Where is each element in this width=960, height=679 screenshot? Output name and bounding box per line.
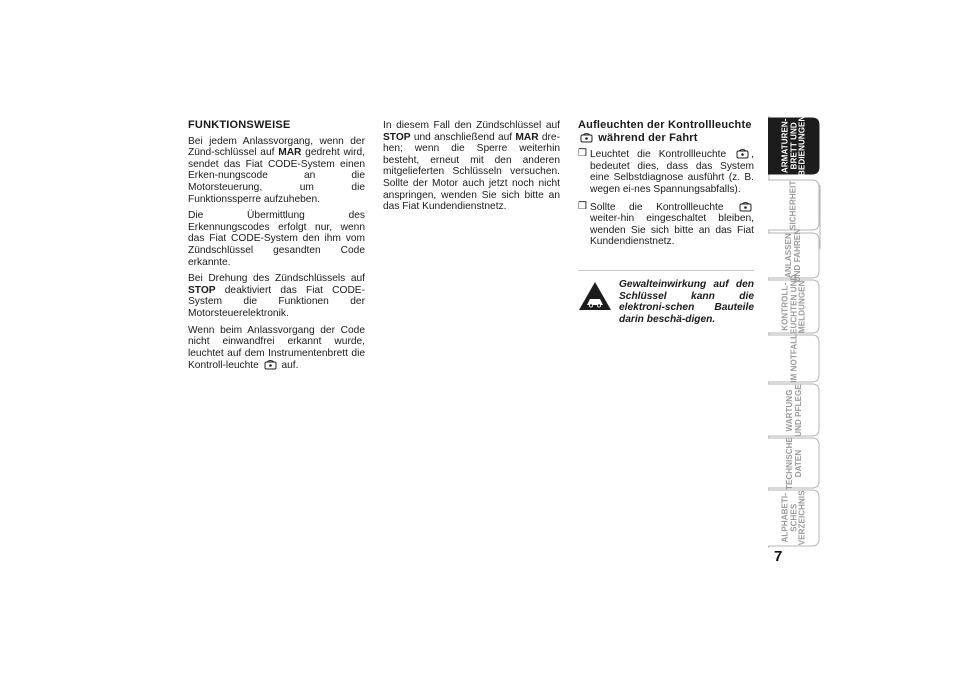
paragraph: Wenn beim Anlassvorgang der Code nicht einwandfrei erkannt wurde, leuchtet auf dem Instrumentenbrett die Kontroll-leuchte auf. bbox=[188, 324, 365, 372]
list-item: ❒ Sollte die Kontrollleuchte weiter-hin eingeschaltet bleiben, wenden Sie sich bitte an das Fiat Kundendienstnetz. bbox=[578, 200, 754, 248]
paragraph: In diesem Fall den Zündschlüssel auf STOP und anschließend auf MAR dre-hen; wenn die Sperre weiterhin besteht, erneut mit den anderen mitgelieferten Schlüsseln versuchen. Sollte der Motor auch jetzt noch nicht anspringen, wenden Sie sich bitte an das Fiat Kundendienstnetz. bbox=[383, 120, 560, 213]
page-number: 7 bbox=[774, 548, 783, 565]
bullet-icon: ❒ bbox=[578, 148, 587, 160]
column-2 bbox=[383, 120, 560, 218]
chapter-tab-label: ARMATUREN- BRETT UND BEDIENUNGEN bbox=[780, 115, 807, 177]
chapter-tab-1[interactable] bbox=[769, 115, 819, 177]
chapter-tab-label: TECHNISCHE DATEN bbox=[784, 436, 803, 490]
warning-text: Gewalteinwirkung auf den Schlüssel kann die elektroni-schen Bauteile darin beschä-digen. bbox=[619, 279, 754, 325]
chapter-tab-8[interactable] bbox=[769, 490, 819, 546]
chapter-tab-label: ANLASSEN UND FAHREN bbox=[784, 228, 803, 283]
list-item: ❒ Leuchtet die Kontrollleuchte , bedeutet dies, dass das System eine Selbstdiagnose ausführt (z. B. wegen ei-nes Spannungsabfalls). bbox=[578, 148, 754, 195]
chapter-tab-2[interactable] bbox=[769, 180, 819, 230]
fiat-code-warning-light-icon bbox=[739, 201, 752, 212]
chapter-tab-5[interactable] bbox=[769, 335, 819, 382]
chapter-tab-7[interactable] bbox=[769, 438, 819, 488]
bullet-icon: ❒ bbox=[578, 200, 587, 212]
chapter-tab-label: KONTROLL- LEUCHTEN UND MELDUNGEN bbox=[780, 274, 807, 339]
warning-triangle-icon bbox=[578, 281, 612, 311]
paragraph: Bei Drehung des Zündschlüssels auf STOP deaktiviert das Fiat CODE-System die Funktionen der Motorsteuerelektronik. bbox=[188, 273, 365, 319]
chapter-tab-label: WARTUNG UND PFLEGE bbox=[784, 383, 802, 437]
chapter-tab-label: IM NOTFALL bbox=[788, 334, 798, 383]
section-heading: Aufleuchten der Kontrollleuchte während der Fahrt bbox=[578, 119, 752, 144]
fiat-code-warning-light-icon bbox=[736, 148, 749, 159]
fiat-code-warning-light-icon bbox=[264, 359, 277, 370]
chapter-tab-6[interactable] bbox=[769, 384, 819, 436]
fiat-code-warning-light-icon bbox=[580, 132, 593, 143]
paragraph: Die Übermittlung des Erkennungscodes erfolgt nur, wenn das Fiat CODE-System den ihm vom Zündschlüssel gesandten Code erkannte. bbox=[188, 210, 365, 268]
chapter-tab-3[interactable] bbox=[769, 228, 819, 283]
chapter-tab-4[interactable] bbox=[769, 274, 819, 339]
section-heading: FUNKTIONSWEISE bbox=[188, 119, 291, 131]
chapter-tab-label: SICHERHEIT bbox=[788, 180, 798, 230]
paragraph: Bei jedem Anlassvorgang, wenn der Zünd-schlüssel auf MAR gedreht wird, sendet das Fiat CODE-System einen Erken-nungscode an die Motorsteuerung, um die Funktionssperre aufzuheben. bbox=[188, 135, 365, 205]
column-1 bbox=[188, 120, 365, 377]
chapter-tab-label: ALPHABETI- SCHES VERZEICHNIS bbox=[780, 490, 807, 546]
warning-box bbox=[578, 270, 754, 341]
column-3 bbox=[578, 120, 754, 253]
